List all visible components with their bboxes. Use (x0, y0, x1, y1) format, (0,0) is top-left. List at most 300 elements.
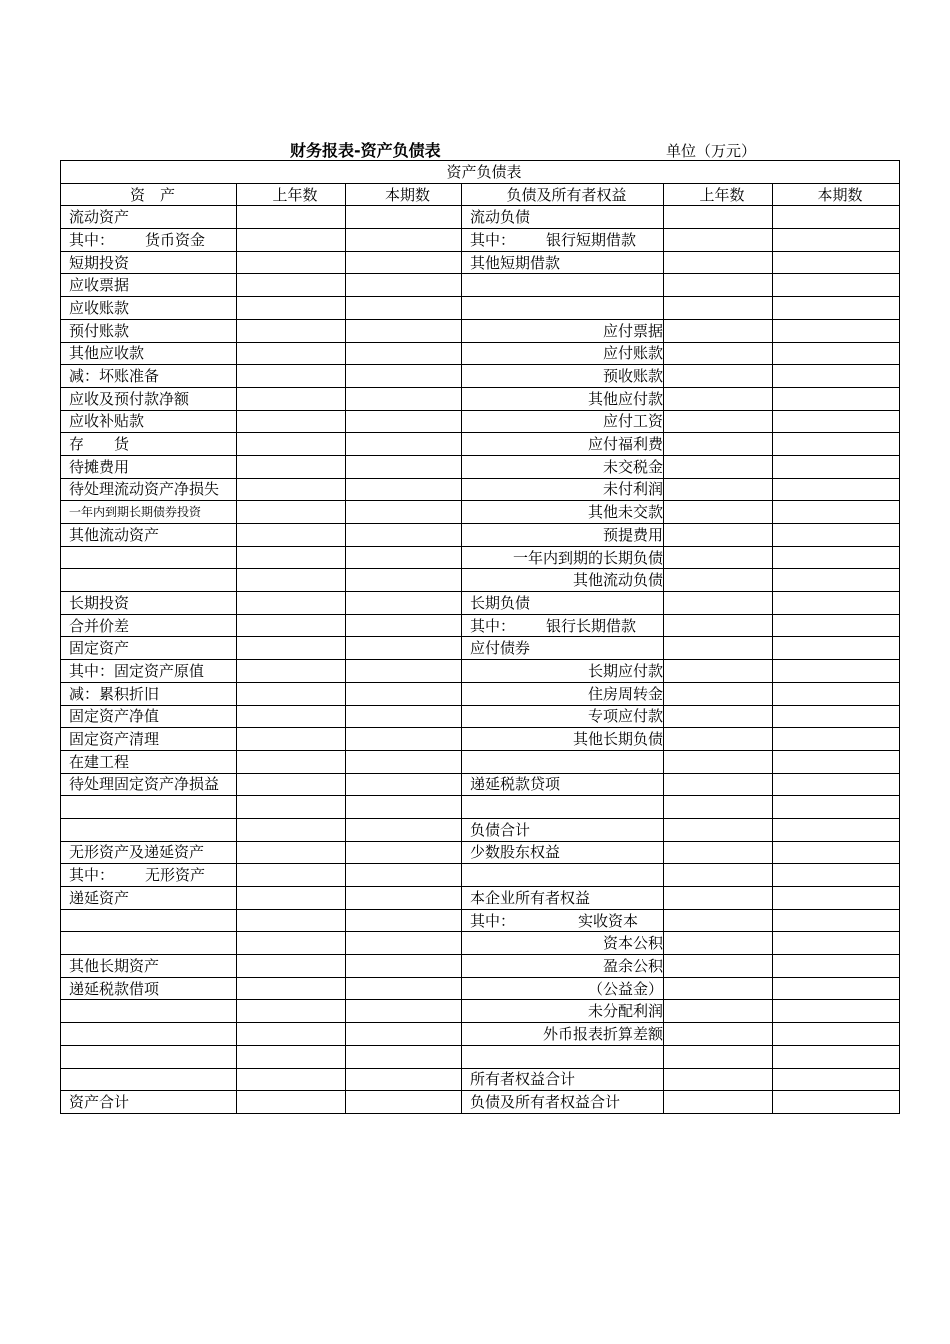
asset-label (61, 864, 237, 887)
value-cell (237, 455, 346, 478)
value-cell (664, 773, 773, 796)
value-cell (664, 728, 773, 751)
value-cell (773, 319, 900, 342)
asset-label: 短期投资 (61, 251, 237, 274)
value-cell (346, 592, 462, 615)
value-cell (346, 274, 462, 297)
value-cell (346, 932, 462, 955)
value-cell (773, 818, 900, 841)
value-cell (237, 773, 346, 796)
table-row (61, 773, 900, 796)
value-cell (237, 728, 346, 751)
value-cell (773, 773, 900, 796)
value-cell (346, 229, 462, 252)
value-cell (773, 297, 900, 320)
asset-label: 减：累积折旧 (61, 682, 237, 705)
liability-label: 流动负债 (462, 206, 664, 229)
value-cell (773, 501, 900, 524)
asset-label: 预付账款 (61, 319, 237, 342)
asset-prefix: 其中： (69, 866, 115, 885)
value-cell (237, 546, 346, 569)
asset-label: 固定资产 (61, 637, 237, 660)
table-row (61, 818, 900, 841)
asset-label: 在建工程 (61, 750, 237, 773)
value-cell (346, 1068, 462, 1091)
liability-label (462, 274, 664, 297)
value-cell (664, 887, 773, 910)
liability-label (462, 229, 664, 252)
value-cell (346, 977, 462, 1000)
liability-label-text: 银行长期借款 (546, 616, 637, 635)
value-cell (664, 660, 773, 683)
value-cell (237, 841, 346, 864)
liability-label: 未交税金 (462, 455, 664, 478)
value-cell (346, 410, 462, 433)
value-cell (237, 433, 346, 456)
liability-label: 其他流动负债 (462, 569, 664, 592)
table-row (61, 433, 900, 456)
liability-label (462, 614, 664, 637)
value-cell (664, 682, 773, 705)
value-cell (664, 1000, 773, 1023)
value-cell (346, 365, 462, 388)
value-cell (237, 955, 346, 978)
value-cell (664, 818, 773, 841)
liability-label: 递延税款贷项 (462, 773, 664, 796)
table-caption: 资产负债表 (61, 161, 900, 184)
value-cell (664, 501, 773, 524)
liability-label: 少数股东权益 (462, 841, 664, 864)
table-row (61, 1000, 900, 1023)
asset-label (61, 796, 237, 819)
table-row (61, 660, 900, 683)
value-cell (346, 773, 462, 796)
value-cell (773, 841, 900, 864)
value-cell (664, 955, 773, 978)
value-cell (664, 841, 773, 864)
liability-label (462, 750, 664, 773)
liability-label: 专项应付款 (462, 705, 664, 728)
liability-label: 应付福利费 (462, 433, 664, 456)
value-cell (237, 410, 346, 433)
asset-label: 存 货 (61, 433, 237, 456)
value-cell (346, 864, 462, 887)
value-cell (346, 705, 462, 728)
asset-label (61, 1045, 237, 1068)
value-cell (773, 977, 900, 1000)
value-cell (346, 546, 462, 569)
table-row (61, 478, 900, 501)
value-cell (237, 478, 346, 501)
asset-label: 待摊费用 (61, 455, 237, 478)
value-cell (346, 887, 462, 910)
value-cell (346, 433, 462, 456)
liability-prefix: 其中： (470, 911, 516, 930)
table-row (61, 728, 900, 751)
table-row (61, 387, 900, 410)
value-cell (664, 932, 773, 955)
value-cell (773, 478, 900, 501)
table-row (61, 229, 900, 252)
asset-label (61, 546, 237, 569)
asset-label: 应收补贴款 (61, 410, 237, 433)
value-cell (346, 251, 462, 274)
liability-label: 资本公积 (462, 932, 664, 955)
table-header-row (61, 183, 900, 206)
asset-label: 固定资产清理 (61, 728, 237, 751)
value-cell (346, 1045, 462, 1068)
value-cell (664, 614, 773, 637)
value-cell (346, 660, 462, 683)
liability-label: （公益金） (462, 977, 664, 1000)
table-row (61, 592, 900, 615)
value-cell (237, 750, 346, 773)
value-cell (664, 478, 773, 501)
value-cell (237, 660, 346, 683)
value-cell (664, 297, 773, 320)
table-row (61, 1045, 900, 1068)
value-cell (346, 501, 462, 524)
value-cell (237, 887, 346, 910)
table-row (61, 909, 900, 932)
asset-label: 固定资产净值 (61, 705, 237, 728)
table-row (61, 342, 900, 365)
value-cell (346, 841, 462, 864)
liability-label: 外币报表折算差额 (462, 1023, 664, 1046)
liability-label: 盈余公积 (462, 955, 664, 978)
value-cell (346, 319, 462, 342)
liability-label (462, 297, 664, 320)
liability-label: 应付票据 (462, 319, 664, 342)
asset-label-text: 无形资产 (145, 866, 206, 885)
value-cell (237, 1045, 346, 1068)
table-row (61, 864, 900, 887)
value-cell (664, 569, 773, 592)
value-cell (237, 342, 346, 365)
asset-label: 递延资产 (61, 887, 237, 910)
asset-label: 其他长期资产 (61, 955, 237, 978)
value-cell (664, 433, 773, 456)
asset-label (61, 909, 237, 932)
table-row (61, 206, 900, 229)
table-row (61, 932, 900, 955)
asset-label: 其中：固定资产原值 (61, 660, 237, 683)
liability-label: 长期应付款 (462, 660, 664, 683)
liability-label-text: 银行短期借款 (546, 230, 637, 249)
value-cell (237, 614, 346, 637)
table-row (61, 682, 900, 705)
value-cell (664, 592, 773, 615)
asset-label (61, 229, 237, 252)
value-cell (773, 433, 900, 456)
table-row (61, 887, 900, 910)
table-row (61, 614, 900, 637)
value-cell (664, 524, 773, 547)
value-cell (664, 796, 773, 819)
value-cell (773, 274, 900, 297)
table-row (61, 524, 900, 547)
asset-label: 流动资产 (61, 206, 237, 229)
value-cell (773, 342, 900, 365)
value-cell (773, 524, 900, 547)
table-row (61, 1091, 900, 1114)
value-cell (773, 1068, 900, 1091)
table-row (61, 501, 900, 524)
value-cell (773, 251, 900, 274)
value-cell (346, 297, 462, 320)
value-cell (346, 728, 462, 751)
value-cell (773, 410, 900, 433)
asset-label: 待处理流动资产净损失 (61, 478, 237, 501)
value-cell (237, 297, 346, 320)
table-row (61, 410, 900, 433)
value-cell (346, 955, 462, 978)
value-cell (773, 365, 900, 388)
asset-total-label: 资产合计 (61, 1091, 237, 1114)
liability-prefix: 其中： (470, 616, 516, 635)
liability-label (462, 1045, 664, 1068)
value-cell (237, 229, 346, 252)
value-cell (664, 1023, 773, 1046)
value-cell (237, 1023, 346, 1046)
value-cell (237, 1000, 346, 1023)
liability-label (462, 909, 664, 932)
value-cell (773, 206, 900, 229)
asset-label (61, 1000, 237, 1023)
asset-label (61, 1068, 237, 1091)
asset-label (61, 932, 237, 955)
value-cell (237, 319, 346, 342)
value-cell (346, 206, 462, 229)
value-cell (773, 1000, 900, 1023)
value-cell (237, 365, 346, 388)
asset-label: 应收票据 (61, 274, 237, 297)
asset-label: 递延税款借项 (61, 977, 237, 1000)
value-cell (664, 637, 773, 660)
table-row (61, 977, 900, 1000)
value-cell (346, 1023, 462, 1046)
asset-label: 其他应收款 (61, 342, 237, 365)
value-cell (237, 1068, 346, 1091)
value-cell (773, 728, 900, 751)
liability-label: 应付债券 (462, 637, 664, 660)
table-row (61, 455, 900, 478)
asset-label: 其他流动资产 (61, 524, 237, 547)
liability-label: 负债合计 (462, 818, 664, 841)
value-cell (237, 705, 346, 728)
value-cell (773, 455, 900, 478)
liability-total-label: 负债及所有者权益合计 (462, 1091, 664, 1114)
asset-label: 一年内到期长期债券投资 (61, 501, 237, 524)
value-cell (237, 569, 346, 592)
value-cell (664, 365, 773, 388)
value-cell (346, 637, 462, 660)
table-row (61, 297, 900, 320)
liability-label: 其他应付款 (462, 387, 664, 410)
table-row (61, 546, 900, 569)
table-row (61, 569, 900, 592)
value-cell (346, 478, 462, 501)
liability-label: 长期负债 (462, 592, 664, 615)
value-cell (664, 750, 773, 773)
value-cell (237, 251, 346, 274)
value-cell (773, 932, 900, 955)
value-cell (773, 614, 900, 637)
column-header-current-period: 本期数 (773, 183, 900, 206)
table-caption-row (61, 161, 900, 184)
table-row (61, 841, 900, 864)
table-row (61, 319, 900, 342)
table-row (61, 251, 900, 274)
value-cell (664, 206, 773, 229)
liability-label: 其他未交款 (462, 501, 664, 524)
value-cell (773, 637, 900, 660)
column-header-assets: 资 产 (61, 183, 237, 206)
liability-label: 所有者权益合计 (462, 1068, 664, 1091)
liability-label (462, 796, 664, 819)
liability-label-text: 实收资本 (578, 911, 639, 930)
value-cell (346, 682, 462, 705)
value-cell (664, 387, 773, 410)
table-row (61, 637, 900, 660)
table-row (61, 274, 900, 297)
value-cell (237, 909, 346, 932)
value-cell (773, 592, 900, 615)
table-row (61, 1023, 900, 1046)
liability-label: 预提费用 (462, 524, 664, 547)
value-cell (773, 909, 900, 932)
column-header-current-period: 本期数 (346, 183, 462, 206)
liability-prefix: 其中： (470, 230, 516, 249)
asset-label (61, 818, 237, 841)
table-row (61, 955, 900, 978)
liability-label: 其他短期借款 (462, 251, 664, 274)
value-cell (773, 546, 900, 569)
value-cell (237, 796, 346, 819)
asset-label: 长期投资 (61, 592, 237, 615)
value-cell (237, 387, 346, 410)
value-cell (664, 1045, 773, 1068)
asset-label: 待处理固定资产净损益 (61, 773, 237, 796)
value-cell (664, 705, 773, 728)
liability-label: 未分配利润 (462, 1000, 664, 1023)
value-cell (773, 887, 900, 910)
value-cell (237, 206, 346, 229)
value-cell (773, 750, 900, 773)
value-cell (773, 1045, 900, 1068)
value-cell (237, 977, 346, 1000)
asset-prefix: 其中： (69, 230, 115, 249)
table-row (61, 1068, 900, 1091)
value-cell (773, 387, 900, 410)
value-cell (346, 750, 462, 773)
table-row (61, 365, 900, 388)
value-cell (664, 342, 773, 365)
value-cell (773, 1091, 900, 1114)
column-header-prior-year: 上年数 (664, 183, 773, 206)
liability-label (462, 864, 664, 887)
column-header-liabilities-equity: 负债及所有者权益 (462, 183, 664, 206)
column-header-prior-year: 上年数 (237, 183, 346, 206)
value-cell (346, 818, 462, 841)
liability-label: 预收账款 (462, 365, 664, 388)
value-cell (346, 1091, 462, 1114)
value-cell (237, 1091, 346, 1114)
value-cell (664, 229, 773, 252)
value-cell (773, 569, 900, 592)
unit-label: 单位（万元） (666, 142, 757, 160)
table-row (61, 796, 900, 819)
value-cell (773, 955, 900, 978)
value-cell (237, 864, 346, 887)
value-cell (664, 410, 773, 433)
asset-label-text: 货币资金 (145, 230, 206, 249)
table-row (61, 750, 900, 773)
value-cell (346, 524, 462, 547)
value-cell (237, 524, 346, 547)
value-cell (664, 1091, 773, 1114)
value-cell (664, 274, 773, 297)
value-cell (773, 705, 900, 728)
value-cell (346, 455, 462, 478)
value-cell (237, 637, 346, 660)
value-cell (773, 796, 900, 819)
liability-label: 一年内到期的长期负债 (462, 546, 664, 569)
liability-label: 未付利润 (462, 478, 664, 501)
value-cell (664, 546, 773, 569)
report-title: 财务报表-资产负债表 (290, 141, 441, 160)
value-cell (346, 796, 462, 819)
liability-label: 应付账款 (462, 342, 664, 365)
value-cell (237, 682, 346, 705)
value-cell (773, 682, 900, 705)
value-cell (346, 569, 462, 592)
asset-label: 应收账款 (61, 297, 237, 320)
value-cell (237, 501, 346, 524)
balance-sheet-table (60, 160, 900, 1114)
liability-label: 住房周转金 (462, 682, 664, 705)
value-cell (773, 1023, 900, 1046)
value-cell (664, 1068, 773, 1091)
value-cell (346, 342, 462, 365)
value-cell (237, 818, 346, 841)
asset-label (61, 569, 237, 592)
liability-label: 本企业所有者权益 (462, 887, 664, 910)
liability-label: 其他长期负债 (462, 728, 664, 751)
value-cell (346, 909, 462, 932)
liability-label: 应付工资 (462, 410, 664, 433)
asset-label: 应收及预付款净额 (61, 387, 237, 410)
asset-label (61, 1023, 237, 1046)
value-cell (346, 387, 462, 410)
value-cell (664, 864, 773, 887)
asset-label: 减：坏账准备 (61, 365, 237, 388)
value-cell (773, 660, 900, 683)
value-cell (664, 251, 773, 274)
value-cell (237, 274, 346, 297)
value-cell (664, 977, 773, 1000)
asset-label: 无形资产及递延资产 (61, 841, 237, 864)
value-cell (664, 319, 773, 342)
value-cell (664, 455, 773, 478)
value-cell (773, 864, 900, 887)
value-cell (237, 932, 346, 955)
value-cell (346, 614, 462, 637)
value-cell (664, 909, 773, 932)
table-row (61, 705, 900, 728)
asset-label: 合并价差 (61, 614, 237, 637)
value-cell (346, 1000, 462, 1023)
